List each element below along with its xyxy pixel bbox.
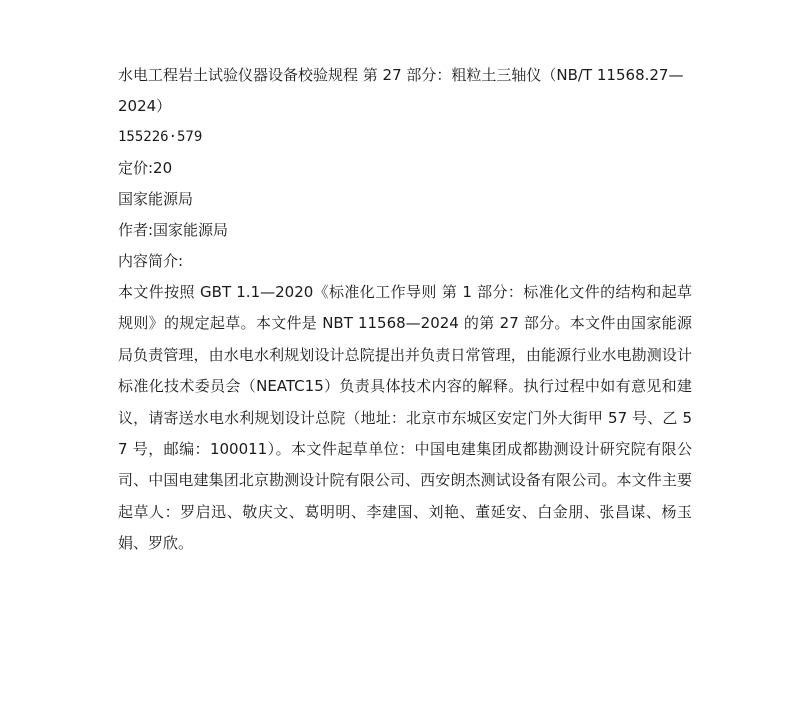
- summary-label: 内容简介:: [118, 252, 184, 270]
- book-title: 水电工程岩土试验仪器设备校验规程 第 27 部分：粗粒土三轴仪（NB/T 11568.27—2024）: [118, 66, 684, 115]
- book-price: 定价:20: [118, 159, 173, 177]
- book-publisher: 国家能源局: [118, 190, 194, 208]
- book-author: 作者:国家能源局: [118, 221, 229, 239]
- book-summary: 本文件按照 GBT 1.1—2020《标准化工作导则 第 1 部分：标准化文件的结构和起草规则》的规定起草。本文件是 NBT 11568—2024 的第 27 部分。本文件由国家能源局负责管理，由水电水利规划设计总院提出并负责日常管理，由能源行业水电勘测设计标准化技术委员会（NEATC15）负责具体技术内容的解释。执行过程中如有意见和建议，请寄送水电水利规划设计总院（地址：北京市东城区安定门外大街甲 57 号、乙 57 号，邮编：100011）。本文件起草单位：中国电建集团成都勘测设计研究院有限公司、中国电建集团北京勘测设计院有限公司、西安朗杰测试设备有限公司。本文件主要起草人：罗启迅、敬庆文、葛明明、李建国、刘艳、董延安、白金朋、张昌谋、杨玉娟、罗欣。: [118, 283, 692, 553]
- book-code: 155226·579: [118, 129, 203, 145]
- book-info: [118, 60, 692, 560]
